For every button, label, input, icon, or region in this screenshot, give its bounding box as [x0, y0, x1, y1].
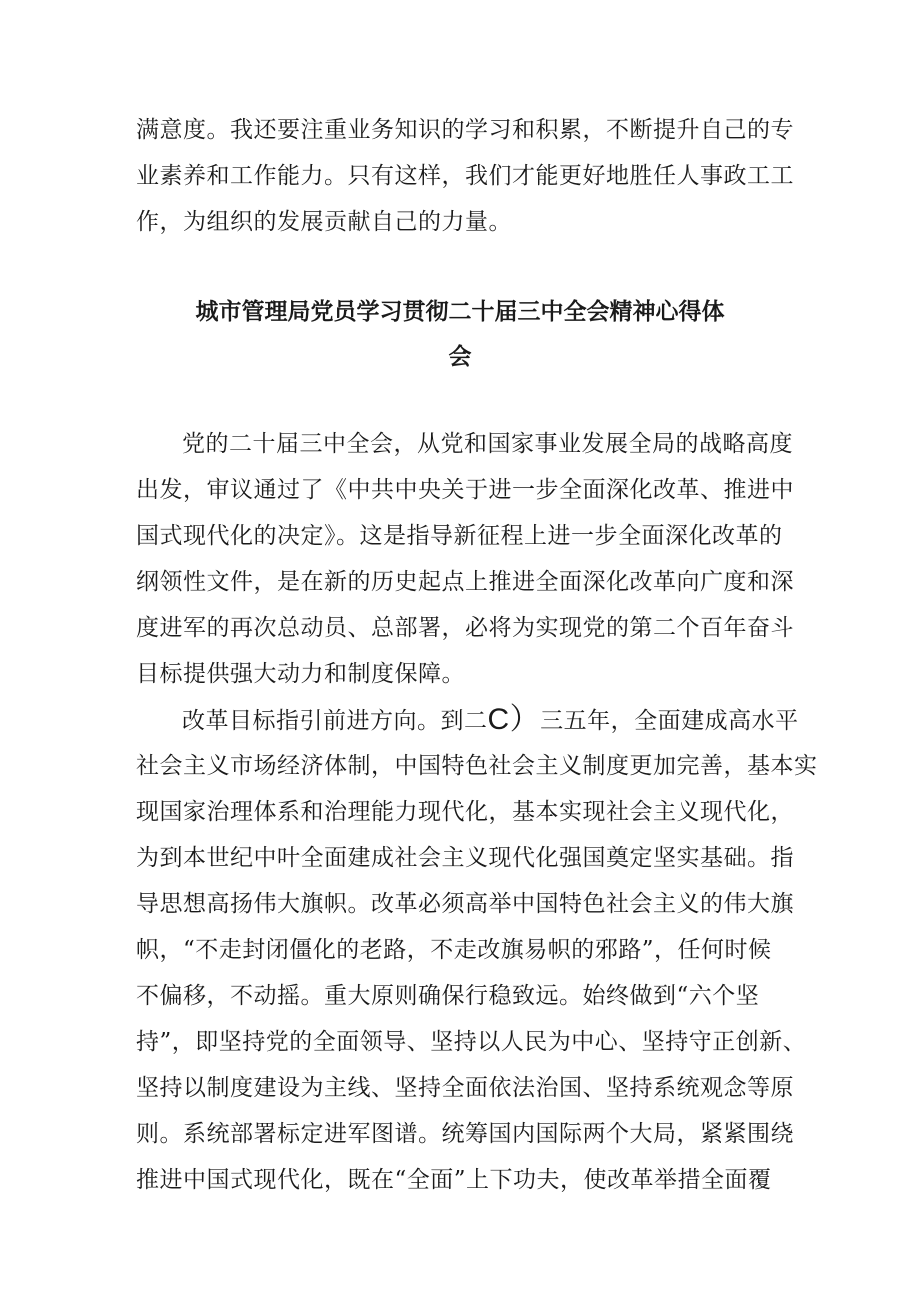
paragraph-2-line-6: 帜，“不走封闭僵化的老路，不走改旗易帜的邪路”，任何时候: [136, 937, 772, 963]
paragraph-2-line-2: 社会主义市场经济体制，中国特色社会主义制度更加完善，基本实: [136, 753, 818, 779]
paragraph-2-line-1-end: 三五年，全面建成高水平: [540, 708, 799, 734]
paragraph-1-line-2: 出发，审议通过了《中共中央关于进一步全面深化改革、推进中: [136, 477, 794, 503]
prev-paragraph-line-2: 业素养和工作能力。只有这样，我们才能更好地胜任人事政工工: [136, 163, 794, 189]
paragraph-1-line-1: 党的二十届三中全会，从党和国家事业发展全局的战略高度: [182, 431, 793, 457]
paragraph-2-line-4: 为到本世纪中叶全面建成社会主义现代化强国奠定坚实基础。指: [136, 845, 794, 871]
paragraph-1-line-3: 国式现代化的决定》。这是指导新征程上进一步全面深化改革的: [136, 523, 783, 549]
paragraph-1-line-5: 度进军的再次总动员、总部署，必将为实现党的第二个百年奋斗: [136, 615, 794, 641]
paragraph-1-line-4: 纲领性文件，是在新的历史起点上推进全面深化改革向广度和深: [136, 569, 794, 595]
prev-paragraph-line-3: 作，为组织的发展贡献自己的力量。: [136, 209, 512, 235]
paragraph-2-line-5: 导思想高扬伟大旗帜。改革必须高举中国特色社会主义的伟大旗: [136, 891, 794, 917]
paragraph-1-line-6: 目标提供强大动力和制度保障。: [136, 661, 465, 687]
paragraph-2-line-3: 现国家治理体系和治理能力现代化，基本实现社会主义现代化，: [136, 799, 794, 825]
paragraph-2-line-11: 推进中国式现代化，既在“全面”上下功夫，使改革举措全面覆: [136, 1167, 772, 1193]
paragraph-2-line-1: [182, 702, 842, 738]
article-title-line-1: 城市管理局党员学习贯彻二十届三中全会精神心得体: [195, 299, 725, 325]
article-title-line-2: 会: [448, 344, 472, 370]
ocr-glitch-text: C）: [487, 703, 541, 736]
paragraph-2-line-8: 持”，即坚持党的全面领导、坚持以人民为中心、坚持守正创新、: [136, 1029, 807, 1055]
paragraph-2-line-9: 坚持以制度建设为主线、坚持全面依法治国、坚持系统观念等原: [136, 1075, 794, 1101]
paragraph-2-line-1-start: 改革目标指引前进方向。到二: [182, 708, 488, 734]
prev-paragraph-line-1: 满意度。我还要注重业务知识的学习和积累，不断提升自己的专: [136, 117, 794, 143]
paragraph-2-line-7: 不偏移，不动摇。重大原则确保行稳致远。始终做到“六个坚: [136, 983, 760, 1009]
paragraph-2-line-10: 则。系统部署标定进军图谱。统筹国内国际两个大局，紧紧围绕: [136, 1121, 794, 1147]
